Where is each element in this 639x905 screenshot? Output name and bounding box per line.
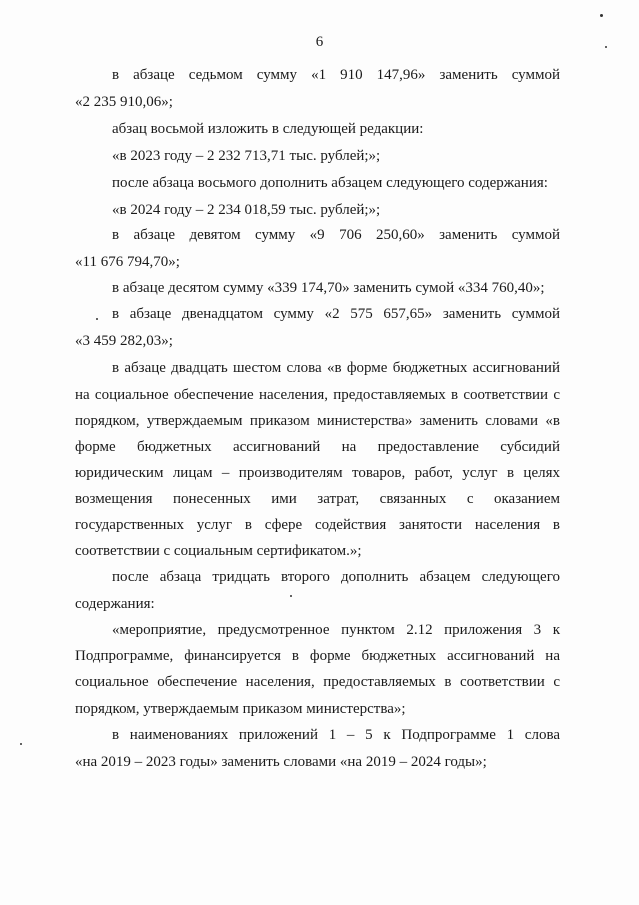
scan-speck [290, 595, 292, 597]
paragraph-line: в абзаце двенадцатом сумму «2 575 657,65» заменить суммой [112, 306, 560, 322]
paragraph-line: Подпрограмме, финансируется в форме бюджетных ассигнований на [75, 648, 560, 664]
scan-speck [20, 743, 22, 745]
paragraph-line: «в 2024 году – 2 234 018,59 тыс. рублей;»; [112, 202, 381, 218]
paragraph-line: содержания: [75, 596, 155, 612]
paragraph-line: порядком, утверждаемым приказом министерства»; [75, 701, 406, 717]
paragraph-line: в абзаце десятом сумму «339 174,70» заменить сумой «334 760,40»; [112, 280, 545, 296]
paragraph-line: «3 459 282,03»; [75, 333, 173, 349]
paragraph-line: после абзаца тридцать второго дополнить абзацем следующего [112, 569, 560, 585]
paragraph-line: «в 2023 году – 2 232 713,71 тыс. рублей;»; [112, 148, 381, 164]
paragraph-line: соответствии с социальным сертификатом.»; [75, 543, 362, 559]
paragraph-line: возмещения понесенных ими затрат, связанных с оказанием [75, 491, 560, 507]
paragraph-line: социальное обеспечение населения, предоставляемых в соответствии с [75, 674, 560, 690]
paragraph-line: «на 2019 – 2023 годы» заменить словами «на 2019 – 2024 годы»; [75, 754, 487, 770]
paragraph-line: в наименованиях приложений 1 – 5 к Подпрограмме 1 слова [112, 727, 560, 743]
paragraph-line: «2 235 910,06»; [75, 94, 173, 110]
paragraph-line: порядком, утверждаемым приказом министерства» заменить словами «в [75, 413, 560, 429]
paragraph-line: в абзаце двадцать шестом слова «в форме бюджетных ассигнований [112, 360, 560, 376]
paragraph-line: абзац восьмой изложить в следующей редакции: [112, 121, 424, 137]
paragraph-line: на социальное обеспечение населения, предоставляемых в соответствии с [75, 387, 560, 403]
paragraph-line: государственных услуг в сфере содействия занятости населения в [75, 517, 560, 533]
paragraph-line: «мероприятие, предусмотренное пунктом 2.12 приложения 3 к [112, 622, 560, 638]
paragraph-line: форме бюджетных ассигнований на предоставление субсидий [75, 439, 560, 455]
scan-speck [605, 46, 607, 48]
scan-speck [96, 318, 98, 320]
page-number: 6 [315, 34, 324, 50]
paragraph-line: юридическим лицам – производителям товаров, работ, услуг в целях [75, 465, 560, 481]
paragraph-line: после абзаца восьмого дополнить абзацем следующего содержания: [112, 175, 548, 191]
paragraph-line: в абзаце девятом сумму «9 706 250,60» заменить суммой [112, 227, 560, 243]
scan-speck [600, 14, 603, 17]
paragraph-line: «11 676 794,70»; [75, 254, 180, 270]
paragraph-line: в абзаце седьмом сумму «1 910 147,96» заменить суммой [112, 67, 560, 83]
